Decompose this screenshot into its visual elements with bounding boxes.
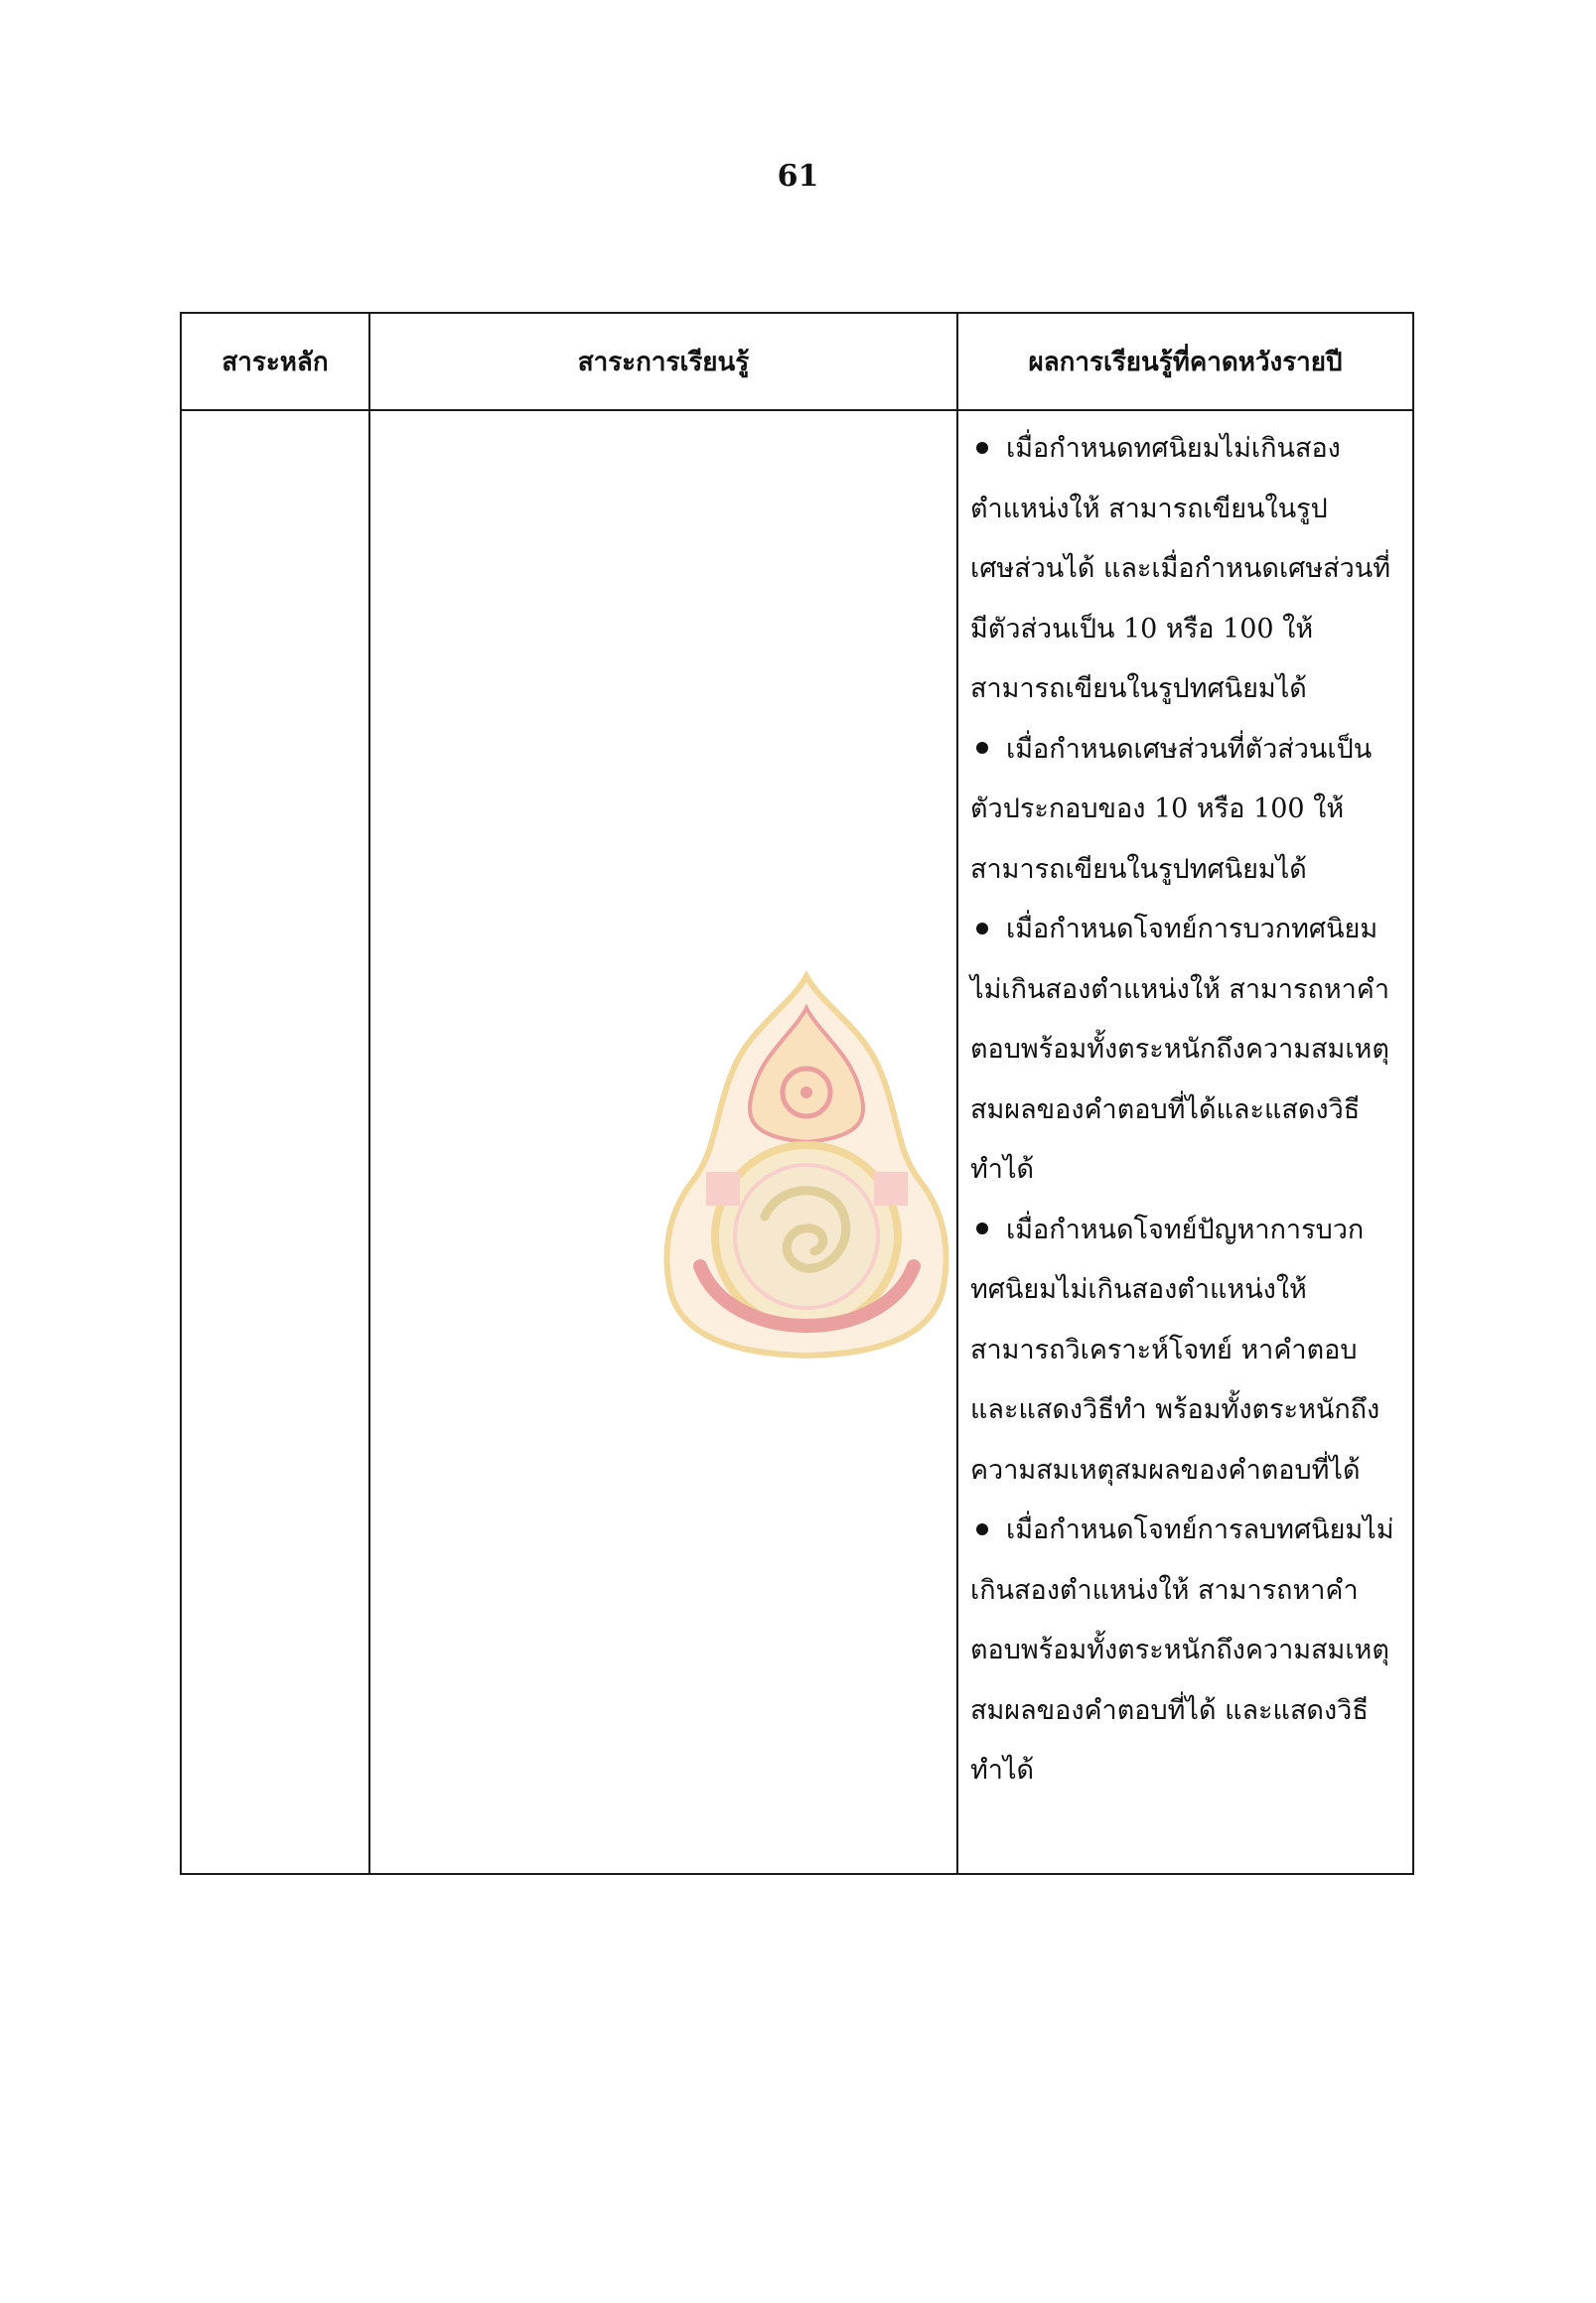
outcome-item — [970, 1201, 1400, 1502]
table-row — [181, 410, 1413, 1874]
bullet-icon — [976, 1223, 988, 1234]
outcome-item — [970, 419, 1400, 720]
outcome-text: เมื่อกำหนดโจทย์การลบทศนิยมไม่เกินสองตำแหน่งให้ สามารถหาคำตอบพร้อมทั้งตระหนักถึงความสมเหตุสมผลของคำตอบที่ได้ และแสดงวิธีทำได้ — [970, 1514, 1394, 1786]
header-learning-content: สาระการเรียนรู้ — [369, 313, 957, 410]
outcome-item — [970, 900, 1400, 1201]
page-number: 61 — [777, 159, 819, 194]
table-header-row — [181, 313, 1413, 410]
bullet-icon — [976, 923, 988, 935]
curriculum-table — [180, 312, 1414, 1875]
outcome-text: เมื่อกำหนดโจทย์ปัญหาการบวกทศนิยมไม่เกินสองตำแหน่งให้ สามารถวิเคราะห์โจทย์ หาคำตอบ และแสดงวิธีทำ พร้อมทั้งตระหนักถึงความสมเหตุสมผลของคำตอบที่ได้ — [970, 1214, 1380, 1486]
outcome-cell — [957, 410, 1413, 1874]
strand-cell — [181, 410, 369, 1874]
bullet-icon — [976, 742, 988, 754]
outcome-item — [970, 720, 1400, 901]
header-expected-outcomes: ผลการเรียนรู้ที่คาดหวังรายปี — [957, 313, 1413, 410]
bullet-icon — [976, 442, 988, 454]
outcome-item — [970, 1501, 1400, 1801]
content-cell — [369, 410, 957, 1874]
header-strand: สาระหลัก — [181, 313, 369, 410]
bullet-icon — [976, 1523, 988, 1535]
outcome-text: เมื่อกำหนดทศนิยมไม่เกินสองตำแหน่งให้ สามารถเขียนในรูปเศษส่วนได้ และเมื่อกำหนดเศษส่วนที่มีตัวส่วนเป็น 10 หรือ 100 ให้ สามารถเขียนในรูปทศนิยมได้ — [970, 433, 1391, 704]
outcome-text: เมื่อกำหนดโจทย์การบวกทศนิยมไม่เกินสองตำแหน่งให้ สามารถหาคำตอบพร้อมทั้งตระหนักถึงความสมเหตุสมผลของคำตอบที่ได้และแสดงวิธีทำได้ — [970, 914, 1390, 1185]
outcome-text: เมื่อกำหนดเศษส่วนที่ตัวส่วนเป็นตัวประกอบของ 10 หรือ 100 ให้ สามารถเขียนในรูปทศนิยมได้ — [970, 733, 1373, 885]
